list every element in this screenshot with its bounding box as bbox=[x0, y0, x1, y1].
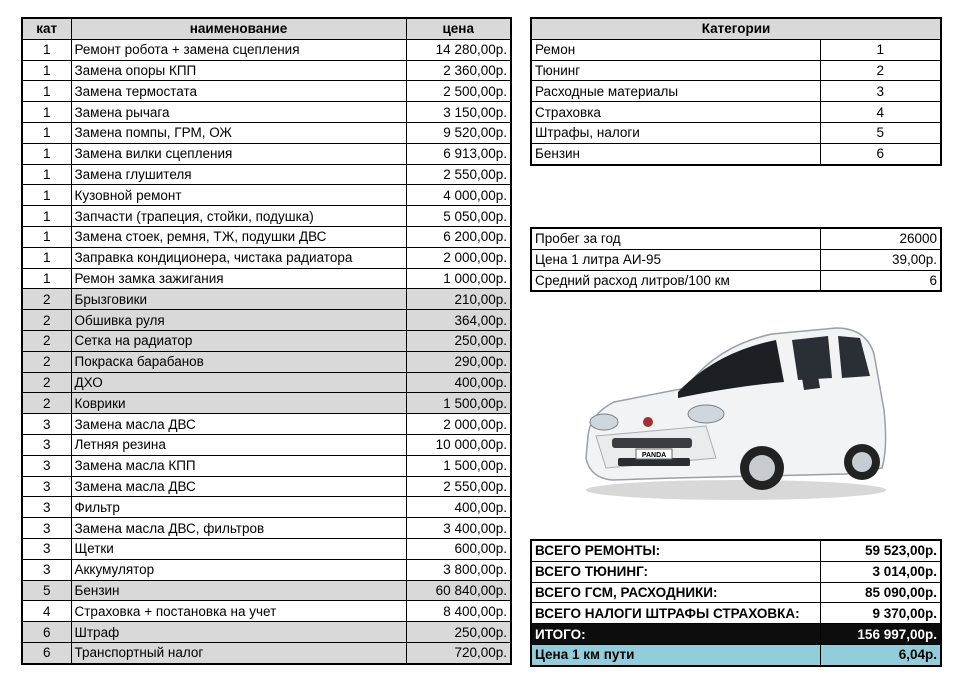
expense-category-cell: 3 bbox=[22, 434, 71, 455]
total-row bbox=[531, 624, 941, 645]
expense-category-cell: 3 bbox=[22, 455, 71, 476]
expense-category-cell: 2 bbox=[22, 372, 71, 393]
category-row bbox=[531, 60, 941, 81]
expense-price-cell: 1 000,00р. bbox=[406, 268, 511, 289]
expense-price-cell: 3 400,00р. bbox=[406, 518, 511, 539]
expense-price-cell: 10 000,00р. bbox=[406, 434, 511, 455]
expense-price-cell: 400,00р. bbox=[406, 497, 511, 518]
expense-name-cell: Замена рычага bbox=[71, 102, 406, 123]
expense-category-cell: 1 bbox=[22, 143, 71, 164]
total-row bbox=[531, 561, 941, 582]
expense-row bbox=[22, 622, 511, 643]
expense-name-cell: Ремон замка зажигания bbox=[71, 268, 406, 289]
front-wheel-rim bbox=[749, 455, 775, 481]
expense-row bbox=[22, 122, 511, 143]
category-name-cell: Бензин bbox=[531, 143, 820, 164]
expense-category-cell: 2 bbox=[22, 351, 71, 372]
total-value-cell: 85 090,00р. bbox=[820, 582, 941, 603]
expense-row bbox=[22, 642, 511, 663]
category-name-cell: Страховка bbox=[531, 102, 820, 123]
category-row bbox=[531, 81, 941, 102]
expense-row bbox=[22, 559, 511, 580]
expense-row bbox=[22, 518, 511, 539]
expense-row bbox=[22, 601, 511, 622]
total-label-cell: ИТОГО: bbox=[531, 624, 820, 645]
total-value-cell: 3 014,00р. bbox=[820, 561, 941, 582]
expense-price-cell: 9 520,00р. bbox=[406, 122, 511, 143]
expense-category-cell: 1 bbox=[22, 268, 71, 289]
parameters-table bbox=[530, 227, 942, 292]
expense-price-cell: 364,00р. bbox=[406, 310, 511, 331]
expense-name-cell: Летняя резина bbox=[71, 434, 406, 455]
totals-table bbox=[530, 539, 942, 667]
expense-name-cell: Транспортный налог bbox=[71, 642, 406, 663]
parameter-value-cell: 39,00р. bbox=[820, 249, 941, 270]
expense-name-cell: Бензин bbox=[71, 580, 406, 601]
expense-price-cell: 400,00р. bbox=[406, 372, 511, 393]
expense-category-cell: 6 bbox=[22, 622, 71, 643]
expense-price-cell: 4 000,00р. bbox=[406, 185, 511, 206]
total-label-cell: ВСЕГО НАЛОГИ ШТРАФЫ СТРАХОВКА: bbox=[531, 603, 820, 624]
expense-name-cell: Замена масла ДВС bbox=[71, 476, 406, 497]
expense-category-cell: 2 bbox=[22, 310, 71, 331]
expense-category-cell: 1 bbox=[22, 247, 71, 268]
category-name-cell: Расходные материалы bbox=[531, 81, 820, 102]
expense-price-cell: 2 550,00р. bbox=[406, 476, 511, 497]
expense-price-cell: 210,00р. bbox=[406, 289, 511, 310]
column-header-name: наименование bbox=[71, 18, 406, 39]
car-shadow bbox=[586, 480, 886, 500]
expense-category-cell: 2 bbox=[22, 330, 71, 351]
expense-price-cell: 290,00р. bbox=[406, 351, 511, 372]
expense-price-cell: 3 800,00р. bbox=[406, 559, 511, 580]
parameter-label-cell: Средний расход литров/100 км bbox=[531, 270, 820, 291]
expense-name-cell: Замена глушителя bbox=[71, 164, 406, 185]
grille bbox=[612, 438, 692, 448]
expense-category-cell: 1 bbox=[22, 164, 71, 185]
expense-name-cell: Страховка + постановка на учет bbox=[71, 601, 406, 622]
expense-category-cell: 1 bbox=[22, 185, 71, 206]
expense-price-cell: 2 550,00р. bbox=[406, 164, 511, 185]
expense-name-cell: Аккумулятор bbox=[71, 559, 406, 580]
expense-price-cell: 60 840,00р. bbox=[406, 580, 511, 601]
plate-text: PANDA bbox=[641, 452, 667, 459]
expense-price-cell: 2 360,00р. bbox=[406, 60, 511, 81]
expense-row bbox=[22, 434, 511, 455]
expense-price-cell: 2 000,00р. bbox=[406, 414, 511, 435]
side-mirror bbox=[802, 376, 820, 390]
expense-row bbox=[22, 143, 511, 164]
expense-price-cell: 250,00р. bbox=[406, 330, 511, 351]
category-number-cell: 5 bbox=[820, 122, 941, 143]
expense-row bbox=[22, 372, 511, 393]
expense-row bbox=[22, 164, 511, 185]
category-row bbox=[531, 143, 941, 164]
parameter-label-cell: Пробег за год bbox=[531, 228, 820, 249]
total-row bbox=[531, 644, 941, 665]
expense-category-cell: 3 bbox=[22, 518, 71, 539]
category-number-cell: 2 bbox=[820, 60, 941, 81]
categories-header-row bbox=[531, 18, 941, 39]
expense-category-cell: 3 bbox=[22, 497, 71, 518]
expense-name-cell: Замена масла ДВС, фильтров bbox=[71, 518, 406, 539]
expense-row bbox=[22, 289, 511, 310]
expense-row bbox=[22, 476, 511, 497]
expense-row bbox=[22, 455, 511, 476]
expense-category-cell: 4 bbox=[22, 601, 71, 622]
expense-category-cell: 1 bbox=[22, 60, 71, 81]
expense-price-cell: 600,00р. bbox=[406, 538, 511, 559]
expense-price-cell: 2 000,00р. bbox=[406, 247, 511, 268]
expense-price-cell: 14 280,00р. bbox=[406, 39, 511, 60]
expense-name-cell: Ремонт робота + замена сцепления bbox=[71, 39, 406, 60]
expense-row bbox=[22, 538, 511, 559]
expense-price-cell: 1 500,00р. bbox=[406, 455, 511, 476]
expense-name-cell: Запчасти (трапеция, стойки, подушка) bbox=[71, 206, 406, 227]
category-number-cell: 1 bbox=[820, 39, 941, 60]
expense-price-cell: 6 200,00р. bbox=[406, 226, 511, 247]
expense-name-cell: Замена помпы, ГРМ, ОЖ bbox=[71, 122, 406, 143]
expense-category-cell: 3 bbox=[22, 538, 71, 559]
expense-row bbox=[22, 497, 511, 518]
expense-row bbox=[22, 414, 511, 435]
expense-category-cell: 5 bbox=[22, 580, 71, 601]
expense-name-cell: Замена термостата bbox=[71, 81, 406, 102]
expenses-header-row bbox=[22, 18, 511, 39]
total-label-cell: ВСЕГО ТЮНИНГ: bbox=[531, 561, 820, 582]
expense-name-cell: Покраска барабанов bbox=[71, 351, 406, 372]
expense-name-cell: Заправка кондиционера, чистака радиатора bbox=[71, 247, 406, 268]
brand-badge bbox=[643, 417, 653, 427]
parameter-label-cell: Цена 1 литра АИ-95 bbox=[531, 249, 820, 270]
category-number-cell: 6 bbox=[820, 143, 941, 164]
category-number-cell: 4 bbox=[820, 102, 941, 123]
expense-name-cell: Замена масла ДВС bbox=[71, 414, 406, 435]
expense-category-cell: 6 bbox=[22, 642, 71, 663]
expense-row bbox=[22, 39, 511, 60]
expense-category-cell: 2 bbox=[22, 289, 71, 310]
headlight-right bbox=[688, 405, 724, 423]
categories-table bbox=[530, 17, 942, 166]
expense-name-cell: Обшивка руля bbox=[71, 310, 406, 331]
total-label-cell: ВСЕГО РЕМОНТЫ: bbox=[531, 540, 820, 561]
parameter-row bbox=[531, 228, 941, 249]
category-row bbox=[531, 102, 941, 123]
category-name-cell: Ремон bbox=[531, 39, 820, 60]
expense-row bbox=[22, 60, 511, 81]
expense-name-cell: Кузовной ремонт bbox=[71, 185, 406, 206]
expense-category-cell: 1 bbox=[22, 226, 71, 247]
expense-name-cell: Штраф bbox=[71, 622, 406, 643]
expense-row bbox=[22, 102, 511, 123]
total-label-cell: ВСЕГО ГСМ, РАСХОДНИКИ: bbox=[531, 582, 820, 603]
expense-price-cell: 1 500,00р. bbox=[406, 393, 511, 414]
expense-category-cell: 3 bbox=[22, 414, 71, 435]
expense-name-cell: Замена стоек, ремня, ТЖ, подушки ДВС bbox=[71, 226, 406, 247]
expense-name-cell: Фильтр bbox=[71, 497, 406, 518]
expense-name-cell: Щетки bbox=[71, 538, 406, 559]
expense-category-cell: 1 bbox=[22, 102, 71, 123]
category-row bbox=[531, 39, 941, 60]
expense-category-cell: 1 bbox=[22, 122, 71, 143]
car-image bbox=[566, 318, 896, 508]
expense-row bbox=[22, 247, 511, 268]
category-name-cell: Штрафы, налоги bbox=[531, 122, 820, 143]
parameter-value-cell: 6 bbox=[820, 270, 941, 291]
expense-row bbox=[22, 185, 511, 206]
expense-name-cell: Замена опоры КПП bbox=[71, 60, 406, 81]
expense-name-cell: Коврики bbox=[71, 393, 406, 414]
total-row bbox=[531, 603, 941, 624]
column-header-kat: кат bbox=[22, 18, 71, 39]
expense-row bbox=[22, 226, 511, 247]
expense-price-cell: 5 050,00р. bbox=[406, 206, 511, 227]
total-value-cell: 6,04р. bbox=[820, 644, 941, 665]
expenses-table bbox=[21, 17, 512, 665]
expense-price-cell: 3 150,00р. bbox=[406, 102, 511, 123]
expense-row bbox=[22, 268, 511, 289]
expense-row bbox=[22, 310, 511, 331]
expense-row bbox=[22, 206, 511, 227]
expense-name-cell: Замена вилки сцепления bbox=[71, 143, 406, 164]
headlight-left bbox=[590, 414, 618, 430]
total-row bbox=[531, 582, 941, 603]
rear-wheel-rim bbox=[852, 452, 872, 472]
expense-category-cell: 1 bbox=[22, 206, 71, 227]
expense-price-cell: 2 500,00р. bbox=[406, 81, 511, 102]
expense-category-cell: 1 bbox=[22, 39, 71, 60]
expense-price-cell: 6 913,00р. bbox=[406, 143, 511, 164]
expense-name-cell: Замена масла КПП bbox=[71, 455, 406, 476]
expense-row bbox=[22, 330, 511, 351]
expense-category-cell: 2 bbox=[22, 393, 71, 414]
total-value-cell: 156 997,00р. bbox=[820, 624, 941, 645]
expense-category-cell: 3 bbox=[22, 559, 71, 580]
expense-category-cell: 1 bbox=[22, 81, 71, 102]
expense-category-cell: 3 bbox=[22, 476, 71, 497]
expense-row bbox=[22, 351, 511, 372]
total-value-cell: 9 370,00р. bbox=[820, 603, 941, 624]
parameter-value-cell: 26000 bbox=[820, 228, 941, 249]
column-header-price: цена bbox=[406, 18, 511, 39]
expense-row bbox=[22, 580, 511, 601]
expense-row bbox=[22, 81, 511, 102]
expense-name-cell: Брызговики bbox=[71, 289, 406, 310]
expense-price-cell: 8 400,00р. bbox=[406, 601, 511, 622]
total-label-cell: Цена 1 км пути bbox=[531, 644, 820, 665]
expense-name-cell: Сетка на радиатор bbox=[71, 330, 406, 351]
side-window-front bbox=[792, 336, 832, 380]
category-number-cell: 3 bbox=[820, 81, 941, 102]
expense-name-cell: ДХО bbox=[71, 372, 406, 393]
category-row bbox=[531, 122, 941, 143]
expense-price-cell: 250,00р. bbox=[406, 622, 511, 643]
categories-title: Категории bbox=[531, 18, 941, 39]
category-name-cell: Тюнинг bbox=[531, 60, 820, 81]
expense-price-cell: 720,00р. bbox=[406, 642, 511, 663]
total-row bbox=[531, 540, 941, 561]
total-value-cell: 59 523,00р. bbox=[820, 540, 941, 561]
expense-row bbox=[22, 393, 511, 414]
parameter-row bbox=[531, 270, 941, 291]
parameter-row bbox=[531, 249, 941, 270]
